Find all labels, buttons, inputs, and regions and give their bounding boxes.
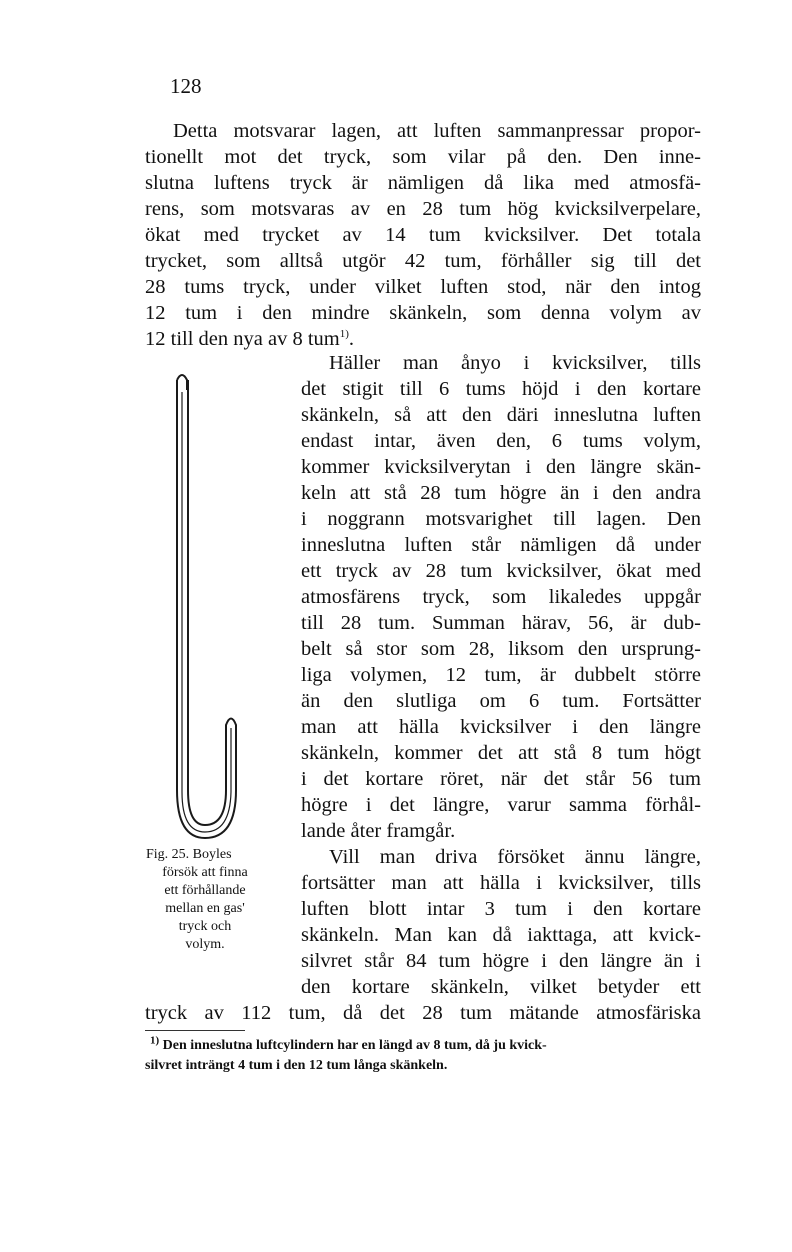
text-line: fortsätter man att hälla i kvicksilver, tills: [301, 872, 701, 894]
text-line: luften blott intar 3 tum i den kortare: [301, 898, 701, 920]
text-line: 28 tums tryck, under vilket luften stod, när den intog: [145, 276, 701, 298]
text-line: än den slutliga om 6 tum. Fortsätter: [301, 690, 701, 712]
text-line: tionellt mot det tryck, som vilar på den. Den inne-: [145, 146, 701, 168]
text-line: keln att stå 28 tum högre än i den andra: [301, 482, 701, 504]
text-line: belt så stor som 28, liksom den ursprung-: [301, 638, 701, 660]
text-line: trycket, som alltså utgör 42 tum, förhåller sig till det: [145, 250, 701, 272]
text-line: silvret står 84 tum högre i den längre än i: [301, 950, 701, 972]
footnote-divider: [145, 1030, 245, 1031]
text-line: rens, som motsvaras av en 28 tum hög kvicksilverpelare,: [145, 198, 701, 220]
text-line: endast intar, även den, 6 tums volym,: [301, 430, 701, 452]
text-line: i det kortare röret, när det står 56 tum: [301, 768, 701, 790]
text-line: den kortare skänkeln, vilket betyder ett: [301, 976, 701, 998]
text-line: i noggrann motsvarighet till lagen. Den: [301, 508, 701, 530]
text-line: tryck av 112 tum, då det 28 tum mätande atmosfäriska: [145, 1002, 701, 1024]
text-line: man att hälla kvicksilver i den längre: [301, 716, 701, 738]
boyle-u-tube-figure: [160, 370, 250, 840]
text-line: slutna luftens tryck är nämligen då lika med atmosfä-: [145, 172, 701, 194]
sentence-end: .: [348, 328, 355, 350]
text-line: högre i det längre, varur samma förhål-: [301, 794, 701, 816]
text-line: ett tryck av 28 tum kvicksilver, ökat med: [301, 560, 701, 582]
text-line: [145, 326, 701, 352]
text-line: det stigit till 6 tums höjd i den kortare: [301, 378, 701, 400]
text-line: liga volymen, 12 tum, är dubbelt större: [301, 664, 701, 686]
caption-line: Fig. 25. Boyles: [146, 847, 232, 862]
text-line: ökat med trycket av 14 tum kvicksilver. Det totala: [145, 224, 701, 246]
footnote-marker: 1): [150, 1034, 160, 1047]
text-line: atmosfärens tryck, som likaledes uppgår: [301, 586, 701, 608]
text-line-content: 12 till den nya av 8 tum: [145, 328, 340, 350]
text-line: kommer kvicksilverytan i den längre skän-: [301, 456, 701, 478]
footnote-line: silvret inträngt 4 tum i den 12 tum långa skänkeln.: [145, 1058, 448, 1073]
caption-line: mellan en gas': [165, 901, 245, 916]
tube-long-arm-top: [177, 375, 187, 390]
tube-u-body: [177, 380, 236, 838]
text-line: 12 tum i den mindre skänkeln, som denna volym av: [145, 302, 701, 324]
text-line: lande åter framgår.: [301, 820, 456, 842]
text-line: Detta motsvarar lagen, att luften sammanpressar propor-: [173, 120, 701, 142]
text-line: skänkeln, kommer det att stå 8 tum högt: [301, 742, 701, 764]
text-line: Vill man driva försöket ännu längre,: [329, 846, 701, 868]
caption-line: ett förhållande: [164, 883, 246, 898]
text-line: skänkeln, så att den däri inneslutna luften: [301, 404, 701, 426]
footnote-line: [150, 1036, 701, 1056]
tube-inner-wall: [182, 392, 231, 832]
text-line: Häller man ånyo i kvicksilver, tills: [329, 352, 701, 374]
figure-caption: [130, 846, 280, 954]
page-number: 128: [170, 74, 202, 98]
footnote-text: Den inneslutna luftcylindern har en längd av 8 tum, då ju kvick-: [162, 1038, 547, 1053]
text-line: inneslutna luften står nämligen då under: [301, 534, 701, 556]
caption-line: tryck och: [178, 919, 232, 934]
text-line: till 28 tum. Summan härav, 56, är dub-: [301, 612, 701, 634]
text-line: skänkeln. Man kan då iakttaga, att kvick-: [301, 924, 701, 946]
footnote-reference: 1): [339, 328, 349, 341]
caption-line: försök att finna: [162, 865, 248, 880]
caption-line: volym.: [185, 937, 225, 952]
